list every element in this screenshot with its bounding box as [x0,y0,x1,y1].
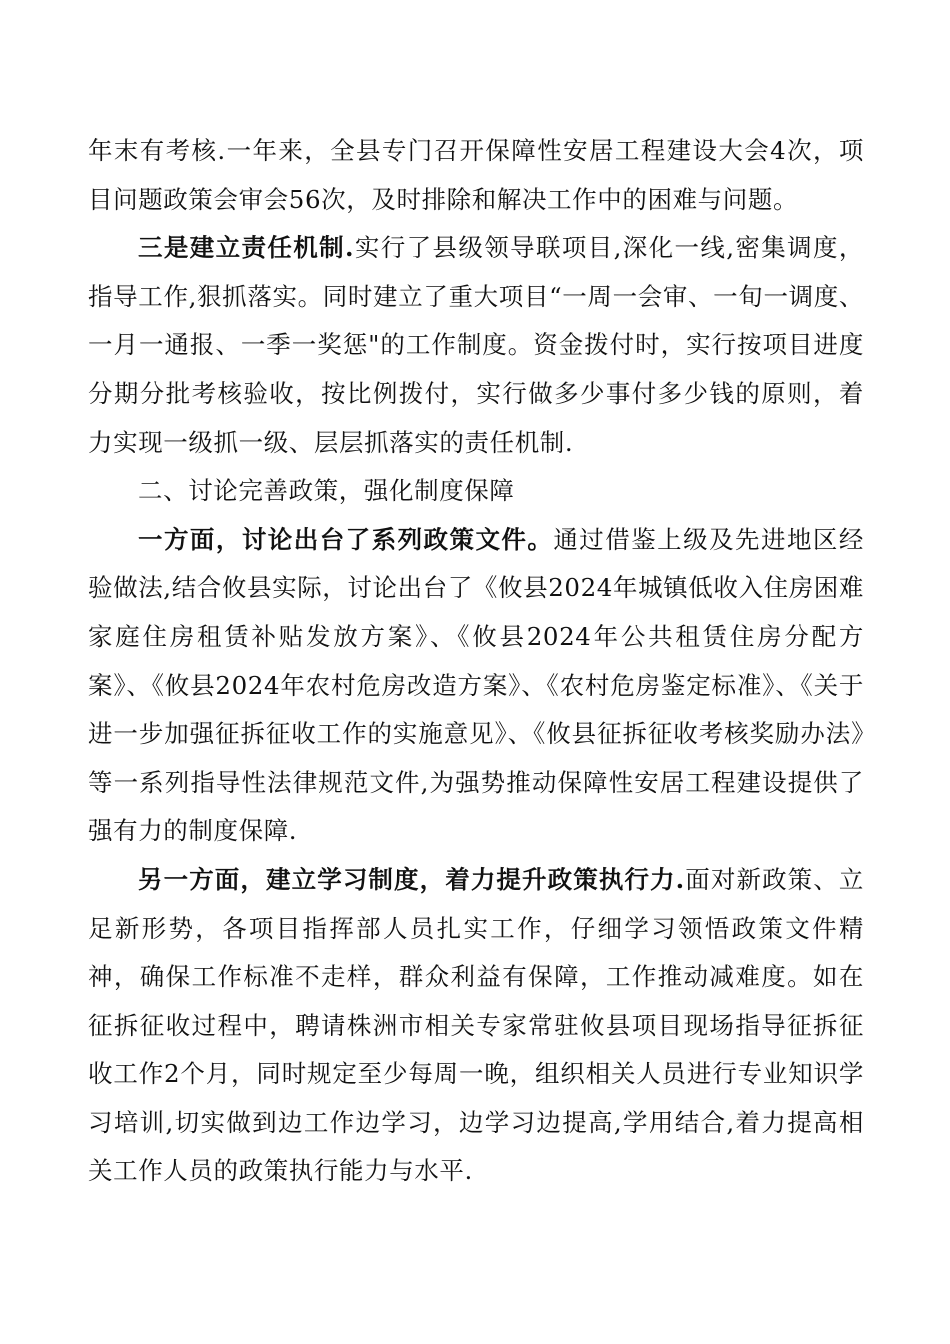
document-body [88,127,864,1196]
paragraph-learning-system [88,856,864,1196]
paragraph-lead: 三是建立责任机制. [138,233,355,263]
paragraph-policy-documents [88,516,864,856]
section-heading: 二、讨论完善政策，强化制度保障 [138,476,515,506]
paragraph-text: 年末有考核.一年来，全县专门召开保障性安居工程建设大会4次，项目问题政策会审会56次，及时排除和解决工作中的困难与问题。 [88,136,864,214]
paragraph-responsibility-mechanism [88,224,864,467]
paragraph-continued [88,127,864,224]
paragraph-lead: 一方面，讨论出台了系列政策文件。 [138,524,554,554]
paragraph-text: 实行了县级领导联项目,深化一线,密集调度，指导工作,狠抓落实。同时建立了重大项目“一周一会审、一旬一调度、一月一通报、一季一奖惩"的工作制度。资金拨付时，实行按项目进度分期分批考核验收，按比例拨付，实行做多少事付多少钱的原则，着力实现一级抓一级、层层抓落实的责任机制. [88,233,864,457]
paragraph-text: 通过借鉴上级及先进地区经验做法,结合攸县实际，讨论出台了《攸县2024年城镇低收入住房困难家庭住房租赁补贴发放方案》、《攸县2024年公共租赁住房分配方案》、《攸县2024年农村危房改造方案》、《农村危房鉴定标准》、《关于进一步加强征拆征收工作的实施意见》、《攸县征拆征收考核奖励办法》等一系列指导性法律规范文件,为强势推动保障性安居工程建设提供了强有力的制度保障. [88,524,864,846]
paragraph-text: 面对新政策、立足新形势，各项目指挥部人员扎实工作，仔细学习领悟政策文件精神，确保工作标准不走样，群众利益有保障，工作推动减难度。如在征拆征收过程中，聘请株洲市相关专家常驻攸县项目现场指导征拆征收工作2个月，同时规定至少每周一晚，组织相关人员进行专业知识学习培训,切实做到边工作边学习，边学习边提高,学用结合,着力提高相关工作人员的政策执行能力与水平. [88,864,864,1186]
paragraph-lead: 另一方面，建立学习制度，着力提升政策执行力. [138,864,685,894]
